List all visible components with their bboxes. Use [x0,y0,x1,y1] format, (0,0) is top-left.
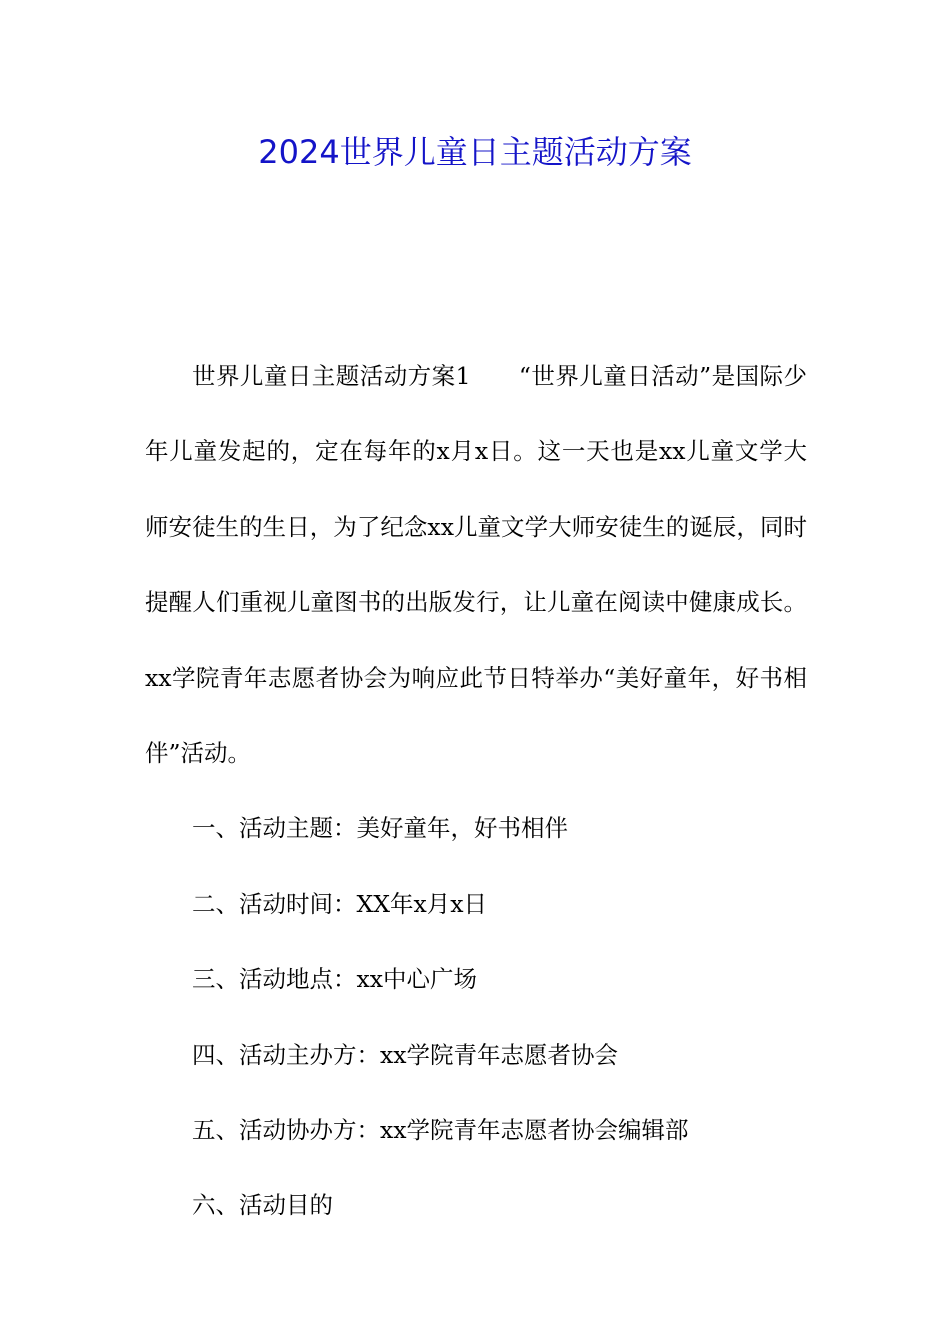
section-item-organizer: 四、活动主办方：xx学院青年志愿者协会 [192,1040,619,1069]
section-item-purpose: 六、活动目的 [192,1191,333,1220]
section-item-co-organizer: 五、活动协办方：xx学院青年志愿者协会编辑部 [192,1116,689,1145]
document-title: 2024世界儿童日主题活动方案 [258,133,692,171]
section-item-time: 二、活动时间：XX年x月x日 [192,889,487,918]
section-item-location: 三、活动地点：xx中心广场 [192,965,478,994]
section-item-theme: 一、活动主题：美好童年，好书相伴 [192,814,568,843]
document-body [145,339,807,1244]
intro-paragraph: 世界儿童日主题活动方案1 “世界儿童日活动”是国际少年儿童发起的，定在每年的x月x日。这一天也是xx儿童文学大师安徒生的生日，为了纪念xx儿童文学大师安徒生的诞辰，同时提醒人们重视儿童图书的出版发行，让儿童在阅读中健康成长。xx学院青年志愿者协会为响应此节日特举办“美好童年，好书相伴”活动。 [145,362,807,768]
